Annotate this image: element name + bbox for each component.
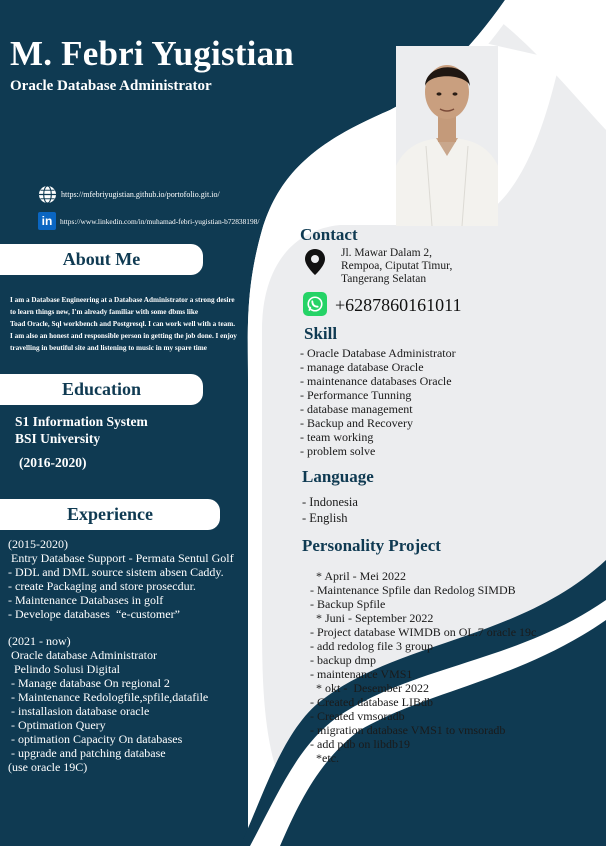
location-pin-icon — [304, 248, 326, 276]
experience-heading — [0, 499, 220, 530]
contact-heading: Contact — [300, 225, 358, 244]
experience-line: (use oracle 19C) — [8, 760, 88, 774]
experience-line: - Manage database On regional 2 — [8, 676, 170, 690]
website-link[interactable] — [38, 185, 220, 204]
contact-address — [341, 247, 452, 286]
experience-block-1 — [8, 537, 234, 621]
phone-number: +6287860161011 — [335, 295, 462, 315]
experience-block-2 — [8, 634, 208, 774]
skill-item: - database management — [300, 402, 413, 416]
skill-item: - maintenance databases Oracle — [300, 374, 452, 388]
project-item: - add redolog file 3 group — [310, 639, 433, 653]
project-heading: Personality Project — [302, 536, 441, 555]
about-line: to learn things new, I'm already familiar with some dbms like — [10, 308, 199, 316]
project-item: - maintenance VMS1 — [310, 667, 413, 681]
experience-line: (2015-2020) — [8, 537, 68, 551]
project-item: - Backup Spfile — [310, 597, 386, 611]
about-line: I am also an honest and responsible person in getting the job done. I enjoy — [10, 332, 237, 340]
address-line: Jl. Mawar Dalam 2, — [341, 247, 433, 259]
experience-line: (2021 - now) — [8, 634, 71, 648]
experience-line: Oracle database Administrator — [8, 648, 157, 662]
project-item: * okt - Desember 2022 — [310, 681, 429, 695]
project-item: * April - Mei 2022 — [310, 569, 406, 583]
address-line: Rempoa, Ciputat Timur, — [341, 260, 453, 272]
project-list — [310, 569, 536, 765]
project-item: - backup dmp — [310, 653, 376, 667]
education-degree: S1 Information System — [15, 414, 148, 429]
experience-line: - Develope databases “e-customer” — [8, 607, 180, 621]
experience-line: - DDL and DML source sistem absen Caddy. — [8, 565, 224, 579]
website-url: https://mfebriyugistian.github.io/portofolio.git.io/ — [61, 190, 220, 199]
project-item: - Project database WIMDB on OL.7 oracle 19c — [310, 625, 537, 639]
experience-line: - Maintenance Redologfile,spfile,datafile — [8, 690, 209, 704]
job-title: Oracle Database Administrator — [10, 78, 212, 94]
skill-item: - manage database Oracle — [300, 360, 424, 374]
project-item: - migration database VMS1 to vmsoradb — [310, 723, 506, 737]
skill-item: - team working — [300, 430, 374, 444]
about-line: Toad Oracle, Sql workbench and Postgresql. I can work well with a team. — [10, 320, 236, 328]
linkedin-icon: in — [38, 212, 56, 230]
skill-item: - Performance Tunning — [300, 388, 412, 402]
globe-icon — [38, 185, 57, 204]
skill-list — [300, 346, 456, 458]
about-heading — [0, 244, 203, 275]
experience-line: Entry Database Support - Permata Sentul Golf — [8, 551, 234, 565]
education-school: BSI University — [15, 431, 101, 446]
project-item: - Created database LIBdb — [310, 695, 433, 709]
linkedin-link[interactable] — [38, 212, 259, 230]
whatsapp-icon — [303, 292, 327, 316]
project-item: *etc. — [310, 751, 339, 765]
about-line: I am a Database Engineering at a Database Administrator a strong desire — [10, 296, 235, 304]
profile-photo — [396, 46, 498, 226]
skill-item: - Backup and Recovery — [300, 416, 413, 430]
project-item: * Juni - September 2022 — [310, 611, 434, 625]
skill-heading: Skill — [304, 324, 338, 343]
linkedin-url: https://www.linkedin.com/in/muhamad-febri-yugistian-b72838198/ — [60, 216, 260, 226]
about-title: About Me — [62, 249, 141, 269]
education-heading — [0, 374, 203, 405]
experience-line: - upgrade and patching database — [8, 746, 166, 760]
education-years: (2016-2020) — [19, 455, 87, 470]
project-item: - Maintenance Spfile dan Redolog SIMDB — [310, 583, 516, 597]
skill-item: - Oracle Database Administrator — [300, 346, 456, 360]
experience-line: - Maintenance Databases in golf — [8, 593, 164, 607]
about-line: travelling in beutiful site and listening to music in my spare time — [10, 344, 207, 352]
education-title: Education — [61, 379, 142, 399]
language-item: - English — [302, 511, 348, 525]
language-item: - Indonesia — [302, 495, 358, 509]
skill-item: - problem solve — [300, 444, 376, 458]
experience-line: - installasion database oracle — [8, 704, 150, 718]
experience-line: - create Packaging and store prosecdur. — [8, 579, 196, 593]
language-heading: Language — [302, 467, 374, 486]
person-name: M. Febri Yugistian — [10, 34, 294, 73]
address-line: Tangerang Selatan — [341, 273, 427, 285]
experience-line: - Optimation Query — [8, 718, 106, 732]
experience-line: Pelindo Solusi Digital — [8, 662, 121, 676]
experience-title: Experience — [67, 504, 153, 524]
about-text — [10, 294, 255, 354]
experience-line: - optimation Capacity On databases — [8, 732, 183, 746]
project-item: - add pdb on libdb19 — [310, 737, 410, 751]
project-item: - Created vmsoradb — [310, 709, 405, 723]
language-list — [302, 494, 358, 526]
